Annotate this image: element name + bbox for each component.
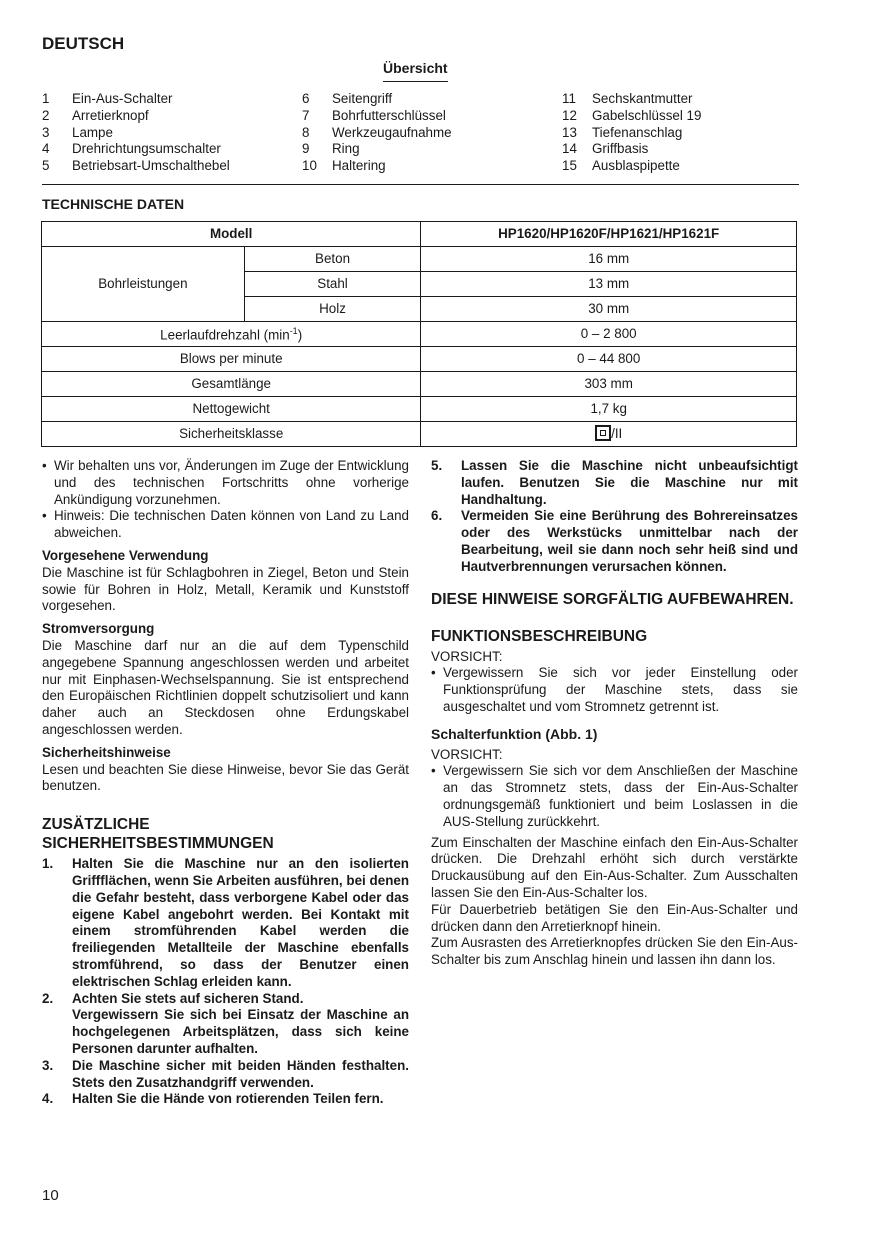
part-item: 15 Ausblaspipette [562,158,680,174]
double-insulation-icon [595,425,611,441]
part-item: 3 Lampe [42,124,113,140]
overview-title: Übersicht [383,60,448,82]
caution-label: VORSICHT: [431,746,503,762]
list-item: • Wir behalten uns vor, Änderungen im Zuge der Entwicklung und des technischen Fortschritts ohne vorherige Ankündigung vorzunehmen. [42,458,409,507]
specs-table [41,221,797,447]
section-heading: Sicherheitshinweise [42,744,171,760]
table-cell: Gesamtlänge [42,372,421,397]
table-cell: 303 mm [421,372,797,397]
table-cell: Blows per minute [42,347,421,372]
table-cell: /II [421,422,797,447]
list-item: 5. Lassen Sie die Maschine nicht unbeaufsichtigt laufen. Benutzen Sie die Maschine nur mit Handhaltung. [431,458,798,507]
table-row [42,247,797,272]
list-item: • Vergewissern Sie sich vor dem Anschließen der Maschine an das Stromnetz stets, dass der Ein-Aus-Schalter ordnungsgemäß funktioniert und beim Loslassen in die AUS-Stellung zurückkehrt. [431,763,798,829]
paragraph: Zum Einschalten der Maschine einfach den Ein-Aus-Schalter drücken. Die Drehzahl erhöht sich durch verstärkte Druckausübung auf den Ein-Aus-Schalter. Zum Ausschalten lassen Sie den Ein-Aus-Schalter los. [431,834,798,900]
language-heading: DEUTSCH [42,34,125,53]
list-item: 2. Achten Sie stets auf sicheren Stand. Vergewissern Sie sich bei Einsatz der Maschine an hochgelegenen Arbeitsplätzen, dass sich keine Personen darunter aufhalten. [42,990,409,1056]
part-item: 4 Drehrichtungsumschalter [42,141,221,157]
section-heading: Schalterfunktion (Abb. 1) [431,725,598,742]
table-cell: Holz [244,297,421,322]
caution-label: VORSICHT: [431,648,503,664]
list-item: 3. Die Maschine sicher mit beiden Händen festhalten. Stets den Zusatzhandgriff verwenden. [42,1057,409,1090]
paragraph: Für Dauerbetrieb betätigen Sie den Ein-Aus-Schalter und drücken dann den Arretierknopf hinein. [431,901,798,934]
parts-list-column-2 [302,91,542,175]
part-item: 6 Seitengriff [302,91,393,106]
section-heading: Vorgesehene Verwendung [42,547,209,563]
section-heading: DIESE HINWEISE SORGFÄLTIG AUFBEWAHREN. [431,590,794,608]
table-header-cell: Modell [42,222,421,247]
parts-list-column-3 [562,91,802,175]
paragraph: Zum Ausrasten des Arretierknopfes drücken Sie den Ein-Aus-Schalter bis zum Anschlag hinein und lassen ihn dann los. [431,935,798,968]
table-row [42,322,797,347]
divider [42,184,799,185]
table-cell: Bohrleistungen [42,247,245,322]
table-row [42,222,797,247]
list-item: • Hinweis: Die technischen Daten können von Land zu Land abweichen. [42,508,409,541]
table-cell: 0 – 44 800 [421,347,797,372]
part-item: 10 Haltering [302,158,386,174]
page-number: 10 [42,1187,59,1204]
table-cell: Leerlaufdrehzahl $(\min^{-1})$ [42,322,421,347]
table-row [42,347,797,372]
table-row [42,422,797,447]
list-item: 1. Halten Sie die Maschine nur an den isolierten Griffflächen, wenn Sie Arbeiten ausführen, bei denen die Gefahr besteht, dass verborgene Kabel oder das eigene Kabel angebohrt werden. Bei Kontakt mit einem stromführenden Kabel werden die freiliegenden Metallteile der Maschine ebenfalls stromführend, so dass der Benutzer einen elektrischen Schlag erleiden kann. [42,856,409,989]
section-heading: Stromversorgung [42,621,155,637]
section-heading: ZUSÄTZLICHE SICHERHEITSBESTIMMUNGEN [42,816,274,853]
part-item: 8 Werkzeugaufnahme [302,124,452,140]
part-item: 11 Sechskantmutter [562,91,693,106]
specs-heading: TECHNISCHE DATEN [42,196,185,212]
right-column [431,458,798,969]
parts-list-column-1 [42,91,282,175]
table-row [42,372,797,397]
table-cell: 16 mm [421,247,797,272]
list-item: 4. Halten Sie die Hände von rotierenden Teilen fern. [42,1091,384,1107]
part-item: 14 Griffbasis [562,141,649,157]
table-header-cell: HP1620/HP1620F/HP1621/HP1621F [421,222,797,247]
section-heading: FUNKTIONSBESCHREIBUNG [431,627,648,645]
table-cell: Beton [244,247,421,272]
table-cell: Sicherheitsklasse [42,422,421,447]
part-item: 1 Ein-Aus-Schalter [42,91,173,106]
paragraph: Die Maschine ist für Schlagbohren in Ziegel, Beton und Stein sowie für Bohren in Holz, Metall, Keramik und Kunststoff vorgesehen. [42,564,409,614]
list-item: 6. Vermeiden Sie eine Berührung des Bohrereinsatzes oder des Werkstücks unmittelbar nach der Bearbeitung, weil sie dann noch sehr heiß sind und Hautverbrennungen verursachen können. [431,508,798,574]
table-cell: 1,7 kg [421,397,797,422]
table-cell: Stahl [244,272,421,297]
table-cell: 0 – 2 800 [421,322,797,347]
table-cell: 30 mm [421,297,797,322]
part-item: 2 Arretierknopf [42,107,149,123]
list-item: • Vergewissern Sie sich vor jeder Einstellung oder Funktionsprüfung der Maschine stets, dass sie ausgeschaltet und vom Stromnetz getrennt ist. [431,665,798,714]
part-item: 5 Betriebsart-Umschalthebel [42,158,230,174]
table-row [42,397,797,422]
part-item: 13 Tiefenanschlag [562,124,683,140]
left-column [42,458,409,1108]
paragraph: Die Maschine darf nur an die auf dem Typenschild angegebene Spannung angeschlossen werden und arbeitet nur mit Einphasen-Wechselspannung. Sie ist entsprechend den Europäischen Richtlinien doppelt schutzisoliert und kann daher auch an Steckdosen ohne Erdungskabel angeschlossen werden. [42,637,409,737]
table-cell: Nettogewicht [42,397,421,422]
table-cell: 13 mm [421,272,797,297]
part-item: 9 Ring [302,141,360,157]
part-item: 7 Bohrfutterschlüssel [302,107,446,123]
paragraph: Lesen und beachten Sie diese Hinweise, bevor Sie das Gerät benutzen. [42,761,409,794]
part-item: 12 Gabelschlüssel 19 [562,107,702,123]
